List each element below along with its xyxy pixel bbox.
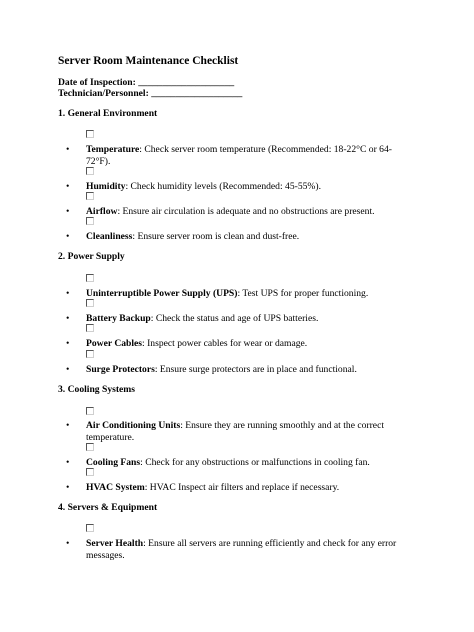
item-desc: : Test UPS for proper functioning.: [237, 288, 369, 299]
item-temperature: [86, 144, 416, 168]
checkbox-battery-backup[interactable]: [86, 299, 94, 307]
technician-blank-line: ___________________: [151, 88, 243, 99]
item-cooling-fans: [86, 457, 416, 469]
date-of-inspection-field: [58, 77, 234, 88]
document-title: Server Room Maintenance Checklist: [58, 55, 239, 67]
item-desc: : Ensure server room is clean and dust-free.: [132, 231, 300, 242]
item-name: Server Health: [86, 538, 144, 549]
checkbox-airflow[interactable]: [86, 192, 94, 200]
item-server-health: [86, 538, 416, 562]
technician-field: [58, 88, 242, 99]
bullet-icon: •: [66, 457, 70, 468]
item-air-conditioning: [86, 420, 416, 444]
item-desc: : Ensure surge protectors are in place and functional.: [154, 364, 357, 375]
bullet-icon: •: [66, 181, 70, 192]
item-name: Cleanliness: [86, 231, 133, 242]
date-blank-line: ____________________: [138, 77, 235, 88]
checkbox-cleanliness[interactable]: [86, 217, 94, 225]
item-desc: : Check humidity levels (Recommended: 45-55%).: [125, 181, 322, 192]
item-name: Temperature: [86, 144, 140, 155]
item-name: Power Cables: [86, 338, 143, 349]
bullet-icon: •: [66, 538, 70, 549]
bullet-icon: •: [66, 364, 70, 375]
checkbox-cooling-fans[interactable]: [86, 443, 94, 451]
bullet-icon: •: [66, 206, 70, 217]
bullet-icon: •: [66, 338, 70, 349]
item-desc: : Check the status and age of UPS batteries.: [150, 313, 319, 324]
checkbox-server-health[interactable]: [86, 524, 94, 532]
item-battery-backup: [86, 313, 416, 325]
item-humidity: [86, 181, 416, 193]
checkbox-ups[interactable]: [86, 274, 94, 282]
item-desc: : Check server room temperature (Recommended: 18-22°C or 64-72°F).: [86, 144, 392, 167]
item-desc: : HVAC Inspect air filters and replace if necessary.: [144, 482, 340, 493]
item-ups: [86, 288, 416, 300]
section-heading-cooling-systems: 3. Cooling Systems: [58, 384, 136, 395]
checkbox-power-cables[interactable]: [86, 324, 94, 332]
checkbox-air-conditioning[interactable]: [86, 407, 94, 415]
item-desc: : Ensure air circulation is adequate and no obstructions are present.: [117, 206, 375, 217]
item-desc: : Check for any obstructions or malfunctions in cooling fan.: [140, 457, 370, 468]
bullet-icon: •: [66, 144, 70, 155]
checkbox-surge-protectors[interactable]: [86, 350, 94, 358]
item-name: Uninterruptible Power Supply (UPS): [86, 288, 238, 299]
checkbox-temperature[interactable]: [86, 130, 94, 138]
checkbox-hvac[interactable]: [86, 468, 94, 476]
item-name: Surge Protectors: [86, 364, 155, 375]
date-label: Date of Inspection:: [58, 77, 136, 88]
item-power-cables: [86, 338, 416, 350]
item-cleanliness: [86, 231, 416, 243]
item-surge-protectors: [86, 364, 416, 376]
bullet-icon: •: [66, 288, 70, 299]
item-name: HVAC System: [86, 482, 145, 493]
item-name: Cooling Fans: [86, 457, 141, 468]
item-name: Airflow: [86, 206, 118, 217]
checkbox-humidity[interactable]: [86, 167, 94, 175]
bullet-icon: •: [66, 231, 70, 242]
item-desc: : Ensure all servers are running efficiently and check for any error messages.: [86, 538, 397, 561]
item-name: Humidity: [86, 181, 126, 192]
item-name: Air Conditioning Units: [86, 420, 181, 431]
bullet-icon: •: [66, 420, 70, 431]
section-heading-general-environment: 1. General Environment: [58, 108, 158, 119]
item-desc: : Ensure they are running smoothly and at the correct temperature.: [86, 420, 384, 443]
item-name: Battery Backup: [86, 313, 151, 324]
item-hvac: [86, 482, 416, 494]
item-airflow: [86, 206, 426, 218]
bullet-icon: •: [66, 313, 70, 324]
section-heading-servers-equipment: 4. Servers & Equipment: [58, 502, 158, 513]
item-desc: : Inspect power cables for wear or damage.: [142, 338, 308, 349]
bullet-icon: •: [66, 482, 70, 493]
section-heading-power-supply: 2. Power Supply: [58, 251, 125, 262]
technician-label: Technician/Personnel:: [58, 88, 149, 99]
